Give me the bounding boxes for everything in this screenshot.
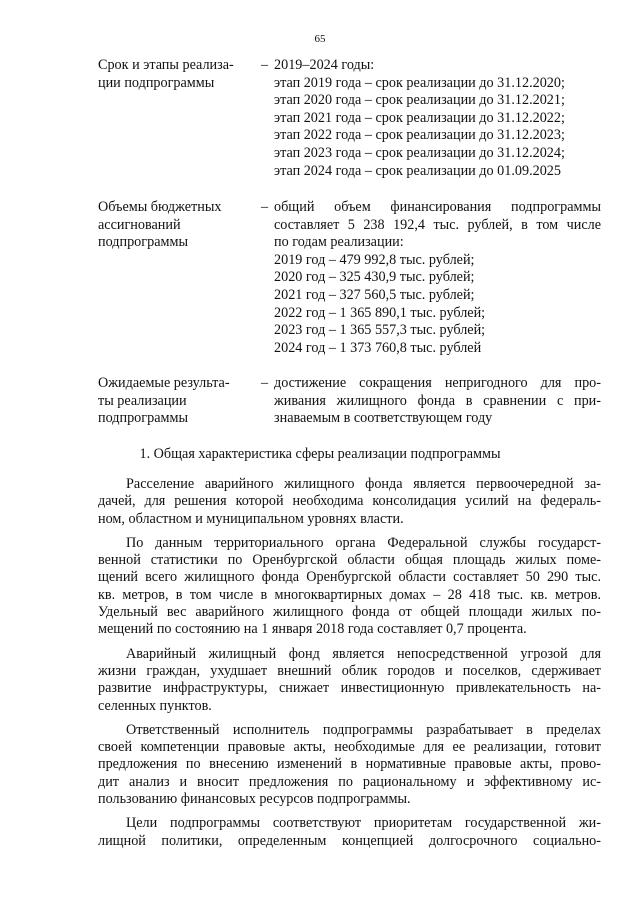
text-line: мещений по состоянию на 1 января 2018 года составляет 0,7 процента. bbox=[98, 621, 527, 638]
value-line: живания жилищного фонда в сравнении с при- bbox=[274, 392, 601, 409]
label-line: ты реализации bbox=[98, 392, 187, 409]
dash-separator: – bbox=[261, 199, 269, 215]
value-line: этап 2023 года – срок реализации до 31.12.2024; bbox=[274, 144, 565, 161]
paragraph bbox=[98, 476, 601, 528]
value-line: этап 2024 года – срок реализации до 01.09.2025 bbox=[274, 162, 561, 179]
text-line: Ответственный исполнитель подпрограммы разрабатывает в пределах bbox=[126, 721, 601, 738]
text-line: Цели подпрограммы соответствуют приоритетам государственной жи- bbox=[126, 815, 601, 832]
value-line: знаваемым в соответствующем году bbox=[274, 410, 493, 427]
value-line: по годам реализации: bbox=[274, 234, 404, 251]
paragraph bbox=[98, 815, 601, 850]
section-heading: 1. Общая характеристика сферы реализации подпрограммы bbox=[139, 446, 501, 462]
dash-separator: – bbox=[261, 375, 269, 391]
label-line: Объемы бюджетных bbox=[98, 199, 222, 215]
label-line: ции подпрограммы bbox=[98, 74, 215, 91]
text-line: предложения по внесению изменений в нормативные правовые акты, прово- bbox=[98, 756, 601, 773]
text-line: развитие инфраструктуры, снижает инвестиционную привлекательность на- bbox=[98, 680, 601, 697]
body-text bbox=[98, 476, 601, 857]
passport-value bbox=[274, 57, 601, 180]
label-line: подпрограммы bbox=[98, 410, 188, 427]
value-line: 2024 год – 1 373 760,8 тыс. рублей bbox=[274, 339, 482, 356]
passport-label bbox=[98, 375, 248, 428]
dash-separator: – bbox=[261, 57, 269, 73]
value-line: 2020 год – 325 430,9 тыс. рублей; bbox=[274, 269, 475, 286]
page-number: 65 bbox=[314, 33, 326, 45]
value-line: этап 2020 года – срок реализации до 31.12.2021; bbox=[274, 92, 565, 109]
paragraph bbox=[98, 535, 601, 639]
label-line: Ожидаемые результа- bbox=[98, 375, 230, 391]
text-line: дачей, для решения которой необходима консолидация усилий на федераль- bbox=[98, 493, 601, 510]
text-line: ном, областном и муниципальном уровнях власти. bbox=[98, 510, 404, 527]
value-line: достижение сокращения непригодного для про- bbox=[274, 375, 601, 391]
text-line: щений всего жилищного фонда Оренбургской области составляет 50 290 тыс. bbox=[98, 569, 601, 586]
value-line: этап 2022 года – срок реализации до 31.12.2023; bbox=[274, 127, 565, 144]
value-line: 2022 год – 1 365 890,1 тыс. рублей; bbox=[274, 304, 486, 321]
text-line: венной статистики по Оренбургской области общая площадь жилых поме- bbox=[98, 552, 601, 569]
value-line: 2019 год – 479 992,8 тыс. рублей; bbox=[274, 251, 475, 268]
text-line: селенных пунктов. bbox=[98, 697, 212, 714]
text-line: Расселение аварийного жилищного фонда является первоочередной за- bbox=[126, 476, 601, 492]
text-line: своей компетенции правовые акты, необходимые для ее реализации, готовит bbox=[98, 739, 601, 756]
value-line: 2023 год – 1 365 557,3 тыс. рублей; bbox=[274, 322, 486, 339]
text-line: жизни граждан, ухудшает внешний облик городов и поселков, сдерживает bbox=[98, 662, 601, 679]
text-line: Удельный вес аварийного жилищного фонда от общей площади жилых по- bbox=[98, 604, 601, 621]
value-line: общий объем финансирования подпрограммы bbox=[274, 199, 601, 215]
label-line: подпрограммы bbox=[98, 234, 188, 251]
value-line: 2021 год – 327 560,5 тыс. рублей; bbox=[274, 286, 475, 303]
text-line: По данным территориального органа Федеральной службы государст- bbox=[126, 534, 601, 551]
text-line: пользованию финансовых ресурсов подпрограммы. bbox=[98, 791, 411, 808]
text-line: лищной политики, определенным концепцией долгосрочного социально- bbox=[98, 832, 601, 849]
passport-value bbox=[274, 199, 601, 357]
paragraph bbox=[98, 722, 601, 808]
passport-label bbox=[98, 199, 248, 252]
passport-value bbox=[274, 375, 601, 428]
value-line: 2019–2024 годы: bbox=[274, 57, 375, 73]
text-line: кв. метров, в том числе в многоквартирных домах – 28 418 тыс. кв. метров. bbox=[98, 586, 601, 603]
text-line: дит анализ и вносит предложения по рациональному и эффективному ис- bbox=[98, 773, 601, 790]
label-line: Срок и этапы реализа- bbox=[98, 57, 234, 73]
value-line: этап 2021 года – срок реализации до 31.12.2022; bbox=[274, 109, 565, 126]
value-line: составляет 5 238 192,4 тыс. рублей, в том числе bbox=[274, 216, 601, 233]
text-line: Аварийный жилищный фонд является непосредственной угрозой для bbox=[126, 645, 601, 662]
paragraph bbox=[98, 646, 601, 715]
label-line: ассигнований bbox=[98, 216, 181, 233]
passport-label bbox=[98, 57, 248, 92]
value-line: этап 2019 года – срок реализации до 31.12.2020; bbox=[274, 74, 565, 91]
